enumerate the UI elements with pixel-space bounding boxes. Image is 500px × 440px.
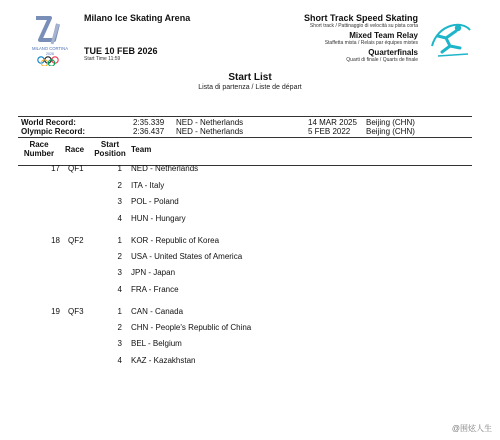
- team-name: ITA - Italy: [131, 181, 165, 190]
- table-row: [18, 285, 472, 297]
- record-date: 5 FEB 2022: [308, 127, 351, 136]
- event-date: TUE 10 FEB 2026: [84, 46, 158, 56]
- table-row: [18, 356, 472, 368]
- record-label: World Record:: [21, 118, 76, 127]
- phase-name: Quarterfinals: [368, 48, 418, 57]
- page-subtitle: Lista di partenza / Liste de départ: [198, 84, 302, 91]
- col-race-number: [18, 140, 60, 158]
- table-row: [18, 236, 472, 248]
- record-time: 2:36.437: [133, 127, 165, 136]
- col-race-number-line2: Number: [23, 149, 55, 158]
- team-name: JPN - Japan: [131, 268, 176, 277]
- sport-name: Short Track Speed Skating: [303, 13, 418, 23]
- table-row: [18, 197, 472, 209]
- col-start-position-line1: Start: [100, 140, 120, 149]
- team-name: BEL - Belgium: [131, 339, 182, 348]
- table-header: [18, 139, 472, 166]
- phase-subtitle: Quarti di finale / Quarts de finale: [346, 57, 418, 63]
- table-row: [18, 181, 472, 193]
- table-row: [18, 268, 472, 280]
- record-label: Olympic Record:: [21, 127, 86, 136]
- start-position: 4: [117, 214, 122, 223]
- race-number: 18: [51, 236, 60, 245]
- logo-text-2: 2026: [46, 52, 54, 56]
- records-box: [18, 116, 472, 138]
- col-team: Team: [131, 145, 152, 154]
- start-position: 4: [117, 356, 122, 365]
- olympic-rings-icon: [38, 57, 58, 66]
- start-position: 3: [117, 268, 122, 277]
- table-row: [18, 164, 472, 176]
- start-time: Start Time 11:59: [84, 56, 121, 62]
- start-position: 2: [117, 252, 122, 261]
- record-place: Beijing (CHN): [366, 118, 415, 127]
- record-time: 2:35.339: [133, 118, 165, 127]
- start-position: 1: [117, 236, 122, 245]
- table-row: [18, 307, 472, 319]
- venue-name: Milano Ice Skating Arena: [84, 13, 191, 23]
- table-row: [18, 323, 472, 335]
- record-place: Beijing (CHN): [366, 127, 415, 136]
- col-start-position-line2: Position: [94, 149, 126, 158]
- col-start-position: [91, 140, 129, 158]
- race-code: QF2: [68, 236, 84, 245]
- team-name: CHN - People's Republic of China: [131, 323, 252, 332]
- table-row: [18, 339, 472, 351]
- start-position: 1: [117, 164, 122, 173]
- col-race-number-line1: Race: [29, 140, 49, 149]
- race-code: QF3: [68, 307, 84, 316]
- sport-subtitle: Short track / Pattinaggio di velocità su pista corta: [309, 23, 418, 29]
- race-number: 17: [51, 164, 60, 173]
- logo-text-1: MILANO CORTINA: [32, 46, 68, 51]
- team-name: KAZ - Kazakhstan: [131, 356, 196, 365]
- record-date: 14 MAR 2025: [308, 118, 357, 127]
- team-name: HUN - Hungary: [131, 214, 186, 223]
- team-name: KOR - Republic of Korea: [131, 236, 220, 245]
- start-position: 2: [117, 323, 122, 332]
- record-team: NED - Netherlands: [176, 127, 244, 136]
- start-position: 3: [117, 197, 122, 206]
- short-track-pictogram-icon: [428, 16, 474, 60]
- start-position: 3: [117, 339, 122, 348]
- watermark: @围炫人生: [451, 424, 492, 433]
- team-name: POL - Poland: [131, 197, 179, 206]
- table-row: [18, 214, 472, 226]
- race-code: QF1: [68, 164, 84, 173]
- race-number: 19: [51, 307, 60, 316]
- event-name: Mixed Team Relay: [349, 31, 418, 40]
- event-subtitle: Staffetta mista / Relais par équipes mixtes: [324, 40, 418, 46]
- team-name: NED - Netherlands: [131, 164, 199, 173]
- page-title: Start List: [228, 72, 272, 83]
- olympic-record-row: [18, 127, 472, 137]
- start-position: 1: [117, 307, 122, 316]
- team-name: CAN - Canada: [131, 307, 184, 316]
- start-position: 2: [117, 181, 122, 190]
- record-team: NED - Netherlands: [176, 118, 244, 127]
- start-position: 4: [117, 285, 122, 294]
- col-race: Race: [65, 145, 85, 154]
- team-name: FRA - France: [131, 285, 179, 294]
- table-row: [18, 252, 472, 264]
- milano-cortina-logo: [28, 14, 72, 66]
- team-name: USA - United States of America: [131, 252, 243, 261]
